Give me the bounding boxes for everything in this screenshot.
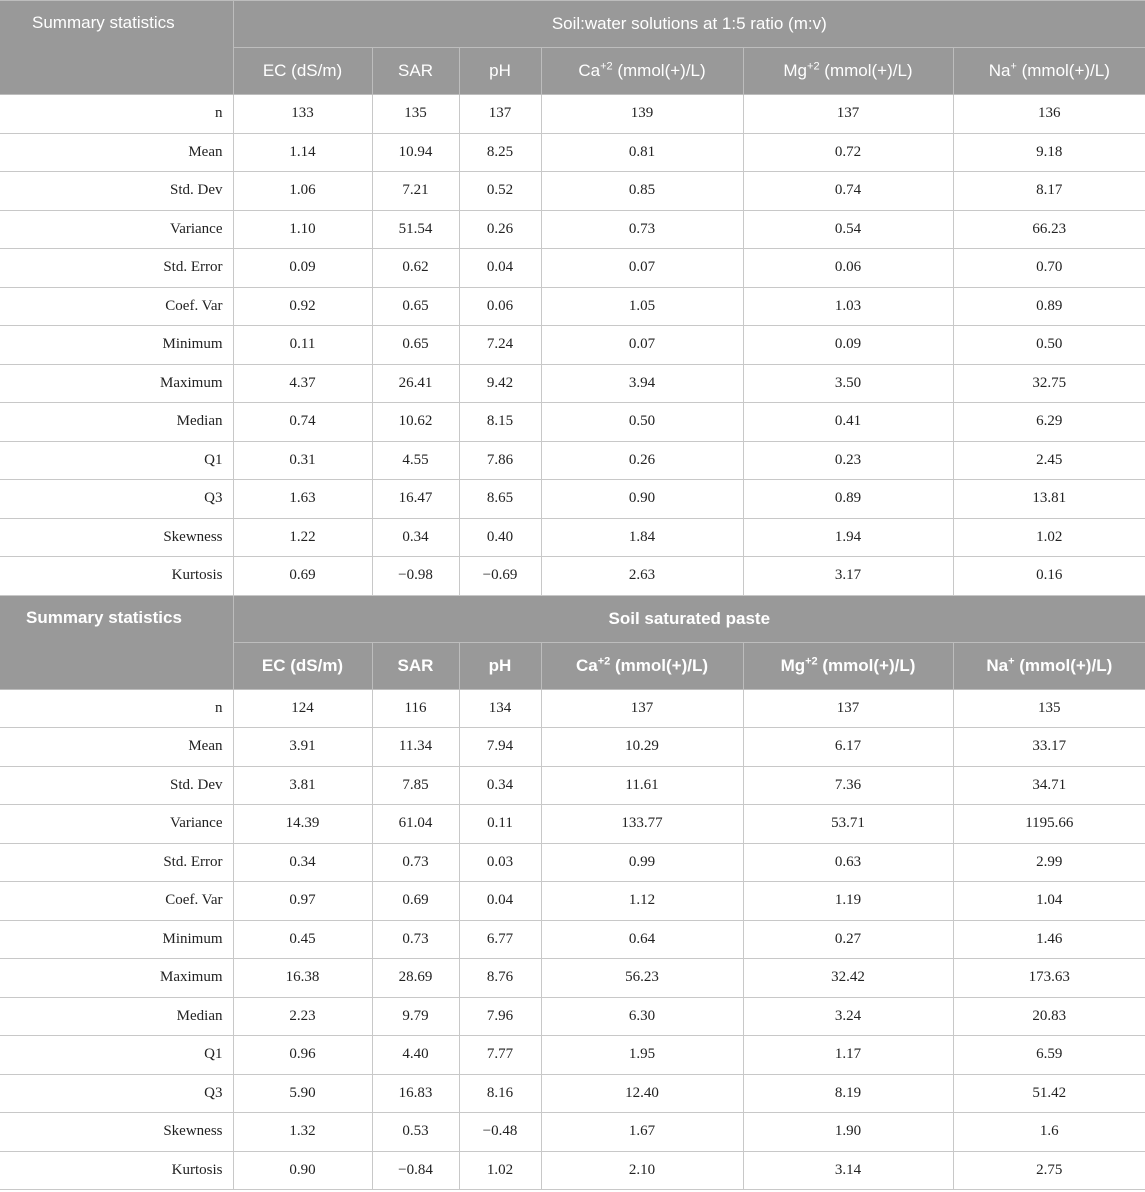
row-label: Q3: [0, 1074, 233, 1113]
table-cell: 0.07: [541, 326, 743, 365]
row-label: Q1: [0, 441, 233, 480]
column-header-charge: +2: [807, 60, 820, 73]
table-cell: 2.75: [953, 1151, 1145, 1190]
table-cell: 3.94: [541, 364, 743, 403]
table-cell: 4.55: [372, 441, 459, 480]
table-cell: 5.90: [233, 1074, 372, 1113]
table-cell: 8.17: [953, 172, 1145, 211]
table-cell: 56.23: [541, 959, 743, 998]
column-header-unit: (mmol(+)/L): [1014, 655, 1113, 675]
table-cell: 0.64: [541, 920, 743, 959]
table-cell: 1.19: [743, 882, 953, 921]
table-cell: −0.98: [372, 557, 459, 596]
table-row: [0, 172, 1145, 211]
column-header: [372, 642, 459, 689]
table-cell: 0.40: [459, 518, 541, 557]
table-cell: 1.63: [233, 480, 372, 519]
table-cell: 1.12: [541, 882, 743, 921]
section-group-header: Soil saturated paste: [233, 595, 1145, 642]
column-header-unit: (mmol(+)/L): [610, 655, 709, 675]
row-label: Q3: [0, 480, 233, 519]
column-header-unit: (mmol(+)/L): [1016, 61, 1110, 80]
column-header: [233, 48, 372, 95]
table-cell: 0.73: [372, 843, 459, 882]
table-cell: 1.04: [953, 882, 1145, 921]
table-cell: 137: [743, 95, 953, 134]
table-cell: 7.85: [372, 766, 459, 805]
table-cell: 0.89: [953, 287, 1145, 326]
table-cell: 0.34: [459, 766, 541, 805]
table-cell: 9.79: [372, 997, 459, 1036]
column-header-charge: +2: [805, 654, 818, 667]
table-cell: 137: [459, 95, 541, 134]
table-row: [0, 997, 1145, 1036]
row-label: Std. Dev: [0, 172, 233, 211]
table-cell: 0.31: [233, 441, 372, 480]
table-row: [0, 326, 1145, 365]
table-cell: 2.63: [541, 557, 743, 596]
table-cell: 28.69: [372, 959, 459, 998]
table-cell: 0.90: [233, 1151, 372, 1190]
row-label: Coef. Var: [0, 882, 233, 921]
table-cell: 12.40: [541, 1074, 743, 1113]
table-cell: 0.74: [233, 403, 372, 442]
column-header: [953, 48, 1145, 95]
table-cell: 0.52: [459, 172, 541, 211]
column-header: [743, 48, 953, 95]
table-cell: 2.45: [953, 441, 1145, 480]
table-row: [0, 364, 1145, 403]
table-cell: 51.54: [372, 210, 459, 249]
row-label: Median: [0, 403, 233, 442]
table-cell: 0.85: [541, 172, 743, 211]
table-cell: 1.84: [541, 518, 743, 557]
table-cell: 0.70: [953, 249, 1145, 288]
table-cell: 0.81: [541, 133, 743, 172]
row-label: Kurtosis: [0, 557, 233, 596]
table-cell: 0.74: [743, 172, 953, 211]
column-header-base: Ca: [575, 655, 598, 675]
column-header: [459, 642, 541, 689]
table-cell: 6.77: [459, 920, 541, 959]
table-cell: 61.04: [372, 805, 459, 844]
table-cell: 1.02: [459, 1151, 541, 1190]
table-cell: 0.04: [459, 249, 541, 288]
row-label: Variance: [0, 210, 233, 249]
table-cell: 3.17: [743, 557, 953, 596]
table-cell: 137: [743, 689, 953, 728]
table-cell: 10.29: [541, 728, 743, 767]
table-row: [0, 133, 1145, 172]
table-cell: 3.81: [233, 766, 372, 805]
table-cell: 0.92: [233, 287, 372, 326]
table-cell: 0.99: [541, 843, 743, 882]
table-cell: 0.34: [233, 843, 372, 882]
table-cell: 1.90: [743, 1113, 953, 1152]
table-row: [0, 1074, 1145, 1113]
table-cell: 8.16: [459, 1074, 541, 1113]
table-row: [0, 766, 1145, 805]
table-cell: 133.77: [541, 805, 743, 844]
row-label: Mean: [0, 133, 233, 172]
table-cell: 0.45: [233, 920, 372, 959]
table-row: [0, 210, 1145, 249]
table-cell: 1.94: [743, 518, 953, 557]
table-cell: 0.65: [372, 326, 459, 365]
row-label: Kurtosis: [0, 1151, 233, 1190]
table-cell: 1.06: [233, 172, 372, 211]
row-label: Maximum: [0, 364, 233, 403]
table-cell: 1.46: [953, 920, 1145, 959]
table-cell: 116: [372, 689, 459, 728]
column-header-base: EC (dS/m): [262, 61, 343, 80]
column-header-base: Na: [988, 61, 1011, 80]
column-header-base: pH: [489, 61, 511, 80]
table-cell: 0.07: [541, 249, 743, 288]
table-cell: 0.11: [233, 326, 372, 365]
table-row: [0, 882, 1145, 921]
table-cell: 53.71: [743, 805, 953, 844]
table-row: [0, 689, 1145, 728]
table-cell: 32.42: [743, 959, 953, 998]
table-row: [0, 959, 1145, 998]
row-label: Minimum: [0, 920, 233, 959]
table-cell: 1.6: [953, 1113, 1145, 1152]
table-cell: 34.71: [953, 766, 1145, 805]
table-cell: 6.30: [541, 997, 743, 1036]
table-cell: 11.61: [541, 766, 743, 805]
section-header-row: [0, 1, 1145, 48]
section-group-header: Soil:water solutions at 1:5 ratio (m:v): [233, 1, 1145, 48]
table-cell: 66.23: [953, 210, 1145, 249]
table-body: [0, 1, 1145, 1190]
table-cell: −0.84: [372, 1151, 459, 1190]
table-cell: 0.09: [743, 326, 953, 365]
table-cell: 6.29: [953, 403, 1145, 442]
row-label: Std. Dev: [0, 766, 233, 805]
column-header-base: EC (dS/m): [261, 655, 344, 675]
table-cell: 7.21: [372, 172, 459, 211]
table-cell: 0.97: [233, 882, 372, 921]
column-header-charge: +: [1008, 654, 1015, 667]
table-cell: 0.69: [233, 557, 372, 596]
column-header: [541, 48, 743, 95]
table-cell: 3.24: [743, 997, 953, 1036]
table-cell: 7.96: [459, 997, 541, 1036]
table-cell: 135: [953, 689, 1145, 728]
table-cell: 10.62: [372, 403, 459, 442]
row-label: Minimum: [0, 326, 233, 365]
row-label: Q1: [0, 1036, 233, 1075]
table-cell: 1.10: [233, 210, 372, 249]
table-cell: 137: [541, 689, 743, 728]
column-header: [743, 642, 953, 689]
row-label: Std. Error: [0, 843, 233, 882]
table-cell: 0.11: [459, 805, 541, 844]
table-row: [0, 287, 1145, 326]
table-cell: 1195.66: [953, 805, 1145, 844]
table-row: [0, 1036, 1145, 1075]
table-row: [0, 441, 1145, 480]
row-label: Variance: [0, 805, 233, 844]
column-header-charge: +2: [600, 60, 613, 73]
column-header-base: SAR: [398, 61, 433, 80]
table-row: [0, 518, 1145, 557]
row-label: n: [0, 95, 233, 134]
table-cell: 32.75: [953, 364, 1145, 403]
column-header-charge: +2: [597, 654, 611, 667]
column-header-unit: (mmol(+)/L): [817, 655, 916, 675]
table-cell: 3.14: [743, 1151, 953, 1190]
column-header-base: Ca: [578, 61, 601, 80]
table-cell: 134: [459, 689, 541, 728]
table-cell: 1.03: [743, 287, 953, 326]
table-cell: −0.69: [459, 557, 541, 596]
row-label: Median: [0, 997, 233, 1036]
table-cell: 16.47: [372, 480, 459, 519]
table-cell: 0.06: [459, 287, 541, 326]
column-header-base: Na: [986, 655, 1009, 675]
column-header-unit: (mmol(+)/L): [819, 61, 913, 80]
table-cell: 7.94: [459, 728, 541, 767]
table-cell: 26.41: [372, 364, 459, 403]
table-cell: 1.22: [233, 518, 372, 557]
table-cell: 10.94: [372, 133, 459, 172]
row-label: Skewness: [0, 518, 233, 557]
table-cell: 0.16: [953, 557, 1145, 596]
table-cell: 0.03: [459, 843, 541, 882]
table-cell: 3.91: [233, 728, 372, 767]
table-cell: 6.59: [953, 1036, 1145, 1075]
table-row: [0, 480, 1145, 519]
table-cell: 0.04: [459, 882, 541, 921]
table-cell: 1.17: [743, 1036, 953, 1075]
column-header: [372, 48, 459, 95]
table-cell: 16.83: [372, 1074, 459, 1113]
table-cell: 136: [953, 95, 1145, 134]
column-header-base: Mg: [783, 61, 808, 80]
table-cell: 1.95: [541, 1036, 743, 1075]
table-cell: 0.63: [743, 843, 953, 882]
table-cell: 1.02: [953, 518, 1145, 557]
column-header-base: pH: [488, 655, 512, 675]
section-header-row: [0, 595, 1145, 642]
table-cell: 8.65: [459, 480, 541, 519]
table-cell: 8.15: [459, 403, 541, 442]
table-cell: 1.67: [541, 1113, 743, 1152]
table-cell: 51.42: [953, 1074, 1145, 1113]
table-cell: −0.48: [459, 1113, 541, 1152]
table-cell: 0.73: [541, 210, 743, 249]
table-cell: 0.23: [743, 441, 953, 480]
summary-statistics-header: Summary statistics: [0, 595, 233, 689]
table-cell: 8.76: [459, 959, 541, 998]
table-cell: 0.53: [372, 1113, 459, 1152]
column-header-base: SAR: [397, 655, 434, 675]
table-row: [0, 557, 1145, 596]
table-cell: 2.23: [233, 997, 372, 1036]
table-cell: 2.10: [541, 1151, 743, 1190]
table-cell: 33.17: [953, 728, 1145, 767]
column-header: [233, 642, 372, 689]
table-cell: 0.90: [541, 480, 743, 519]
table-cell: 16.38: [233, 959, 372, 998]
table-cell: 11.34: [372, 728, 459, 767]
table-cell: 7.24: [459, 326, 541, 365]
row-label: Maximum: [0, 959, 233, 998]
row-label: n: [0, 689, 233, 728]
table-cell: 0.09: [233, 249, 372, 288]
table-cell: 0.73: [372, 920, 459, 959]
table-cell: 7.36: [743, 766, 953, 805]
table-cell: 9.42: [459, 364, 541, 403]
table-row: [0, 843, 1145, 882]
table-cell: 0.50: [541, 403, 743, 442]
table-cell: 14.39: [233, 805, 372, 844]
table-cell: 20.83: [953, 997, 1145, 1036]
table-cell: 0.65: [372, 287, 459, 326]
table-cell: 6.17: [743, 728, 953, 767]
table-cell: 7.77: [459, 1036, 541, 1075]
table-cell: 8.25: [459, 133, 541, 172]
table-row: [0, 95, 1145, 134]
table-cell: 4.37: [233, 364, 372, 403]
table-cell: 4.40: [372, 1036, 459, 1075]
table-cell: 0.26: [459, 210, 541, 249]
table-row: [0, 249, 1145, 288]
table-row: [0, 805, 1145, 844]
table-cell: 0.41: [743, 403, 953, 442]
table-row: [0, 1113, 1145, 1152]
column-header-base: Mg: [780, 655, 806, 675]
row-label: Mean: [0, 728, 233, 767]
table-cell: 0.26: [541, 441, 743, 480]
table-cell: 0.27: [743, 920, 953, 959]
table-cell: 3.50: [743, 364, 953, 403]
table-cell: 13.81: [953, 480, 1145, 519]
table-cell: 0.06: [743, 249, 953, 288]
table-cell: 0.54: [743, 210, 953, 249]
table-row: [0, 920, 1145, 959]
table-cell: 124: [233, 689, 372, 728]
row-label: Coef. Var: [0, 287, 233, 326]
table-row: [0, 1151, 1145, 1190]
table-row: [0, 728, 1145, 767]
table-cell: 7.86: [459, 441, 541, 480]
table-cell: 0.34: [372, 518, 459, 557]
column-header: [541, 642, 743, 689]
table-cell: 0.96: [233, 1036, 372, 1075]
table-cell: 1.32: [233, 1113, 372, 1152]
table-cell: 133: [233, 95, 372, 134]
table-cell: 8.19: [743, 1074, 953, 1113]
table-cell: 0.69: [372, 882, 459, 921]
table-cell: 1.05: [541, 287, 743, 326]
column-header-charge: +: [1010, 60, 1017, 73]
summary-statistics-header: Summary statistics: [0, 1, 233, 95]
table-cell: 0.62: [372, 249, 459, 288]
column-header: [953, 642, 1145, 689]
table-cell: 135: [372, 95, 459, 134]
column-header: [459, 48, 541, 95]
table-cell: 0.72: [743, 133, 953, 172]
table-cell: 0.89: [743, 480, 953, 519]
row-label: Skewness: [0, 1113, 233, 1152]
table-cell: 173.63: [953, 959, 1145, 998]
table-row: [0, 403, 1145, 442]
row-label: Std. Error: [0, 249, 233, 288]
table-cell: 2.99: [953, 843, 1145, 882]
column-header-unit: (mmol(+)/L): [612, 61, 706, 80]
table-cell: 0.50: [953, 326, 1145, 365]
table-cell: 9.18: [953, 133, 1145, 172]
table-cell: 139: [541, 95, 743, 134]
table-cell: 1.14: [233, 133, 372, 172]
